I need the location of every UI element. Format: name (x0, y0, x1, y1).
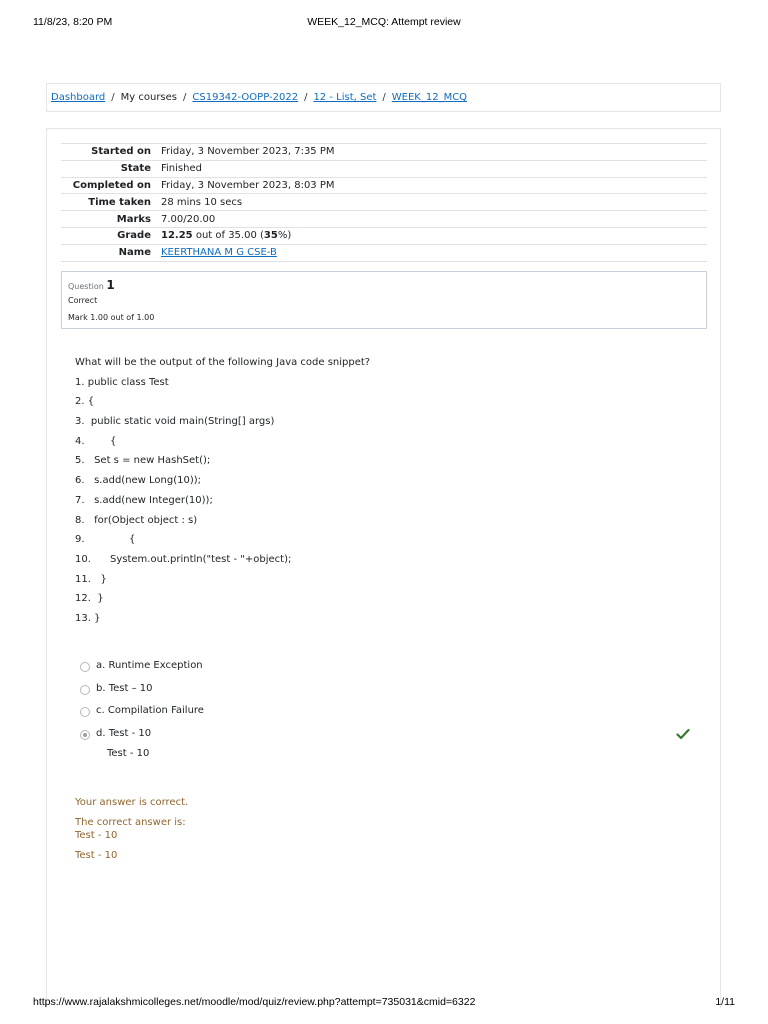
print-header (33, 16, 735, 30)
grade-label: Grade (117, 230, 151, 242)
right-answer-line: Test - 10 (75, 830, 118, 841)
answer-label: c. Compilation Failure (96, 705, 204, 717)
correct-message: Your answer is correct. (75, 797, 189, 808)
completed-on-value: Friday, 3 November 2023, 8:03 PM (161, 179, 335, 191)
question-mark: Mark 1.00 out of 1.00 (68, 313, 155, 322)
radio-button[interactable] (80, 685, 90, 695)
code-line: 4. { (75, 435, 117, 447)
breadcrumb-separator: / (382, 92, 386, 103)
answer-feedback (75, 796, 675, 862)
code-line: 2. { (75, 396, 95, 408)
answer-option-b[interactable] (80, 683, 700, 706)
breadcrumb-section[interactable]: 12 - List, Set (313, 92, 377, 103)
code-line: 9. { (75, 534, 136, 546)
name-label: Name (118, 247, 151, 259)
summary-row-state (61, 160, 707, 177)
time-taken-label: Time taken (88, 196, 151, 208)
answer-sub-label: Test - 10 (107, 748, 150, 760)
code-line: 12. } (75, 593, 104, 605)
name-value (161, 244, 707, 261)
question-state: Correct (68, 296, 98, 305)
answer-option-c[interactable] (80, 705, 700, 728)
grade-percent: 35 (263, 230, 278, 242)
code-line: 7. s.add(new Integer(10)); (75, 494, 213, 506)
breadcrumb (46, 83, 721, 112)
code-line: 1. public class Test (75, 376, 169, 388)
radio-button-selected[interactable] (80, 730, 90, 740)
breadcrumb-separator: / (111, 92, 115, 103)
answer-label: b. Test – 10 (96, 682, 153, 694)
started-on-value: Friday, 3 November 2023, 7:35 PM (161, 146, 335, 158)
radio-button[interactable] (80, 662, 90, 672)
question-prompt: What will be the output of the following Java code snippet? (75, 357, 371, 368)
question-number (68, 278, 700, 292)
summary-row-grade (61, 227, 707, 244)
attempt-summary-table (61, 143, 707, 262)
breadcrumb-dashboard[interactable]: Dashboard (51, 92, 106, 103)
state-value: Finished (161, 163, 202, 175)
print-url: https://www.rajalakshmicolleges.net/moodle/mod/quiz/review.php?attempt=735031&cmid=6322 (33, 996, 476, 1008)
code-line: 3. public static void main(String[] args) (75, 416, 275, 428)
started-on-label: Started on (91, 146, 151, 158)
code-line: 11. } (75, 573, 107, 585)
summary-row-started (61, 144, 707, 161)
code-line: 5. Set s = new HashSet(); (75, 455, 211, 467)
right-answer-label: The correct answer is: (75, 817, 186, 828)
code-line: 10. System.out.println("test - "+object); (75, 553, 292, 565)
question-info-box (61, 271, 707, 329)
breadcrumb-course[interactable]: CS19342-OOPP-2022 (192, 92, 299, 103)
answer-options (80, 660, 700, 760)
check-icon (676, 728, 690, 740)
grade-value (161, 227, 707, 244)
marks-value: 7.00/20.00 (161, 213, 216, 225)
question-label: Question (68, 282, 104, 291)
breadcrumb-quiz[interactable]: WEEK_12_MCQ (391, 92, 468, 103)
student-name-link[interactable]: KEERTHANA M G CSE-B (161, 247, 277, 259)
answer-option-d[interactable] (80, 728, 700, 760)
summary-row-completed (61, 177, 707, 194)
breadcrumb-my-courses: My courses (120, 92, 178, 103)
code-line: 8. for(Object object : s) (75, 514, 198, 526)
code-line: 6. s.add(new Long(10)); (75, 475, 202, 487)
right-answer-line: Test - 10 (75, 850, 118, 861)
print-date: 11/8/23, 8:20 PM (33, 16, 113, 28)
print-title: WEEK_12_MCQ: Attempt review (307, 16, 461, 28)
breadcrumb-separator: / (183, 92, 187, 103)
summary-row-marks (61, 211, 707, 228)
answer-label: d. Test - 10 (96, 728, 152, 740)
answer-option-a[interactable] (80, 660, 700, 683)
code-line: 13. } (75, 612, 101, 624)
answer-label: a. Runtime Exception (96, 660, 203, 671)
marks-label: Marks (116, 213, 151, 225)
grade-close: %) (277, 230, 292, 242)
state-label: State (120, 163, 151, 175)
time-taken-value: 28 mins 10 secs (161, 196, 243, 208)
summary-row-time (61, 194, 707, 211)
radio-button[interactable] (80, 707, 90, 717)
question-text (75, 356, 675, 632)
print-footer (33, 996, 735, 1010)
print-page-number: 1/11 (715, 996, 735, 1008)
grade-score: 12.25 (161, 230, 193, 242)
grade-out-of: out of 35.00 ( (192, 230, 264, 242)
completed-on-label: Completed on (72, 179, 151, 191)
breadcrumb-separator: / (304, 92, 308, 103)
question-number-value: 1 (106, 278, 115, 292)
summary-row-name (61, 244, 707, 261)
